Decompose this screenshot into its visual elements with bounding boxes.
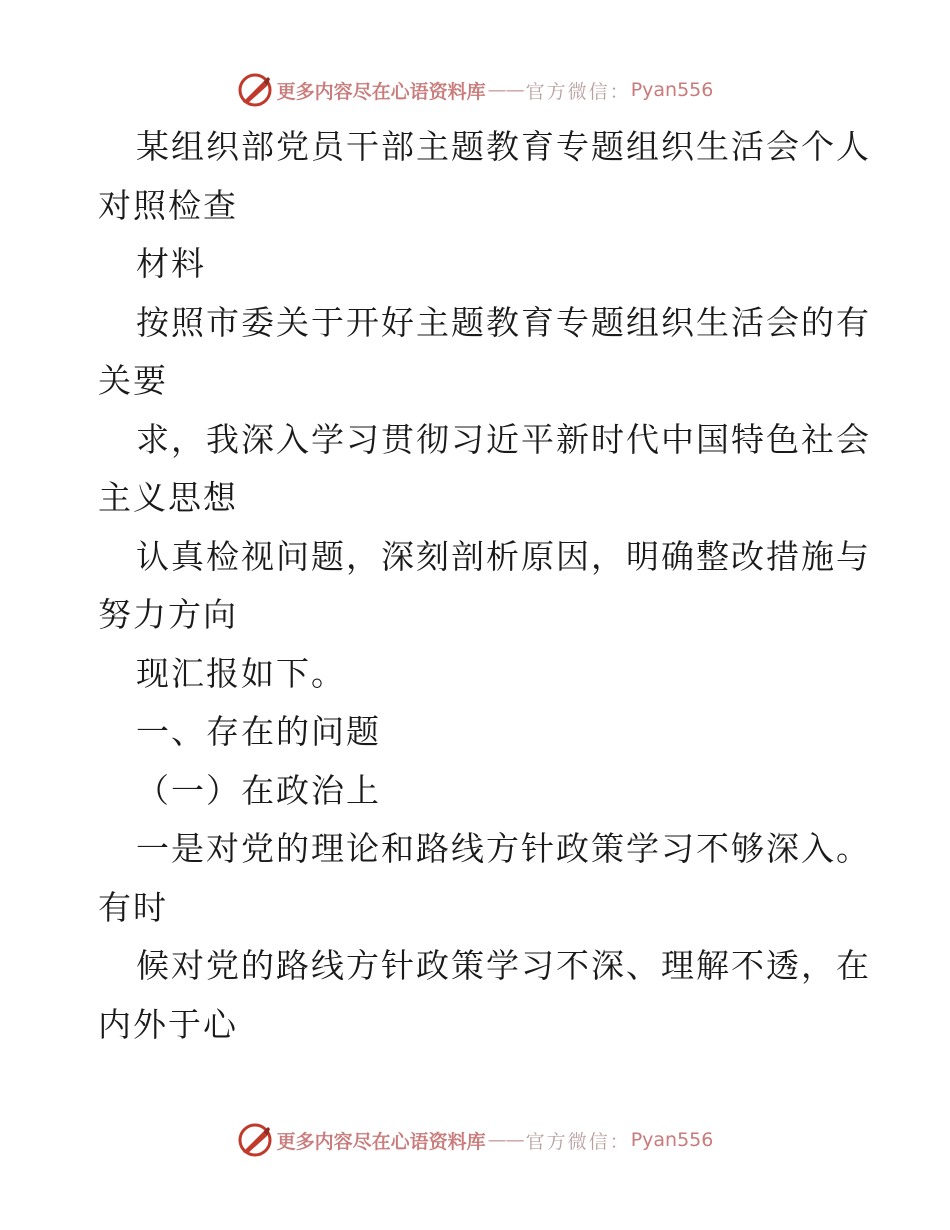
watermark-main-text: 更多内容尽在心语资料库 xyxy=(276,1130,486,1153)
watermark-wechat-label: 官方微信： xyxy=(525,1130,631,1153)
text-line: 努力方向 xyxy=(98,595,238,634)
watermark-main-text: 更多内容尽在心语资料库 xyxy=(276,80,486,103)
header-watermark xyxy=(0,70,950,110)
text-line: 材料 xyxy=(136,244,206,283)
text-line: 主义思想 xyxy=(98,478,238,517)
text-line: 对照检查 xyxy=(98,185,238,225)
text-line: 认真检视问题，深刻剖析原因，明确整改措施与 xyxy=(136,536,871,576)
text-line: 按照市委关于开好主题教育专题组织生活会的有 xyxy=(136,302,871,342)
text-line: 候对党的路线方针政策学习不深、理解不透，在 xyxy=(136,946,871,985)
text-line: 内外于心 xyxy=(98,1004,238,1044)
watermark-dash: —— xyxy=(487,1129,524,1151)
pen-logo-icon xyxy=(237,1122,273,1158)
text-line: 某组织部党员干部主题教育专题组织生活会个人 xyxy=(136,127,871,166)
text-line: 有时 xyxy=(98,887,168,927)
watermark-dash: —— xyxy=(487,79,524,101)
text-line: 关要 xyxy=(98,361,168,400)
text-line: 求，我深入学习贯彻习近平新时代中国特色社会 xyxy=(136,419,871,459)
watermark-wechat-label: 官方微信： xyxy=(525,80,631,103)
text-line: 一是对党的理论和路线方针政策学习不够深入。 xyxy=(136,829,871,868)
watermark-wechat-id: Pyan556 xyxy=(630,79,714,101)
document-body xyxy=(98,118,871,1054)
text-line: 现汇报如下。 xyxy=(136,653,346,693)
watermark-wechat-id: Pyan556 xyxy=(630,1129,714,1151)
subsection-heading: （一）在政治上 xyxy=(136,770,381,810)
pen-logo-icon xyxy=(237,72,273,108)
section-heading: 一、存在的问题 xyxy=(136,712,381,751)
footer-watermark xyxy=(0,1120,950,1160)
